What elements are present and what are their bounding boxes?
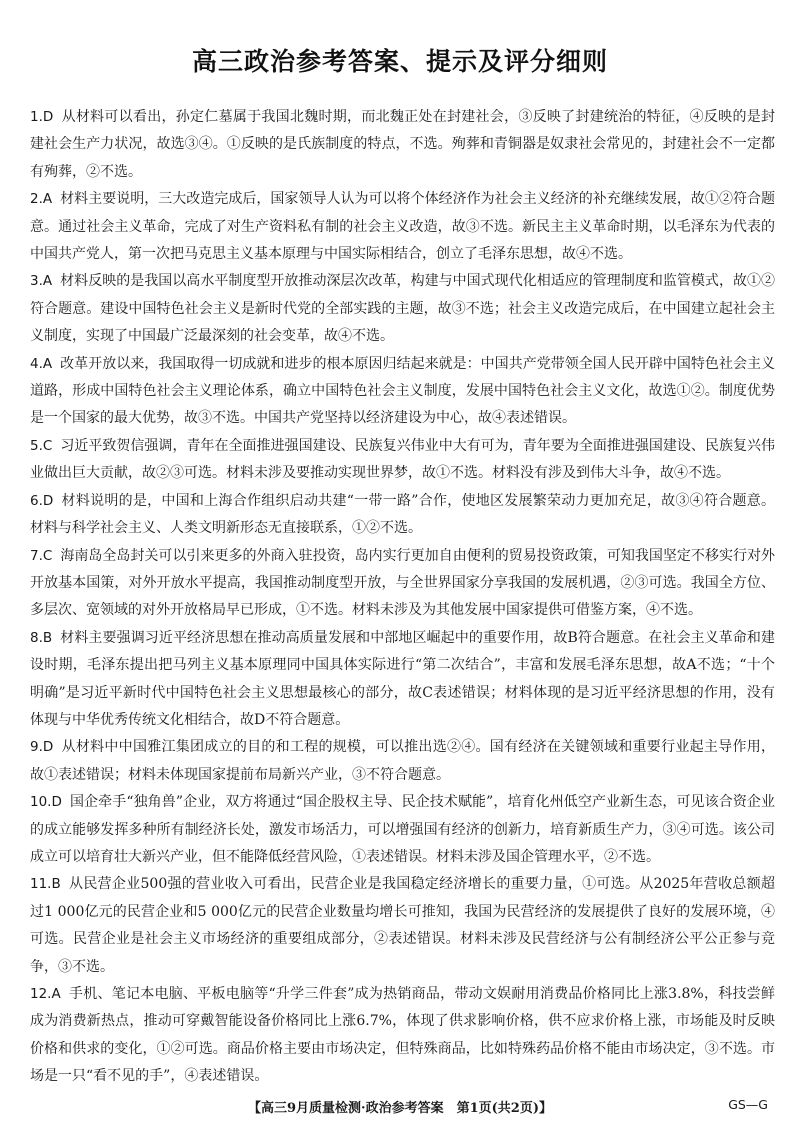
answer-explanation: 改革开放以来，我国取得一切成就和进步的根本原因归结起来就是：中国共产党带领全国人民开辟中国特色社会主义道路，形成中国特色社会主义理论体系，确立中国特色社会主义制度，发展中国特色社会主义文化，故选①②。制度优势是一个国家的最大优势，故③不选。中国共产党坚持以经济建设为中心，故④表述错误。: [30, 355, 775, 427]
answer-item: [30, 186, 775, 268]
question-number: 5.: [30, 437, 43, 454]
question-number: 4.: [30, 355, 43, 372]
answer-item: [30, 981, 775, 1091]
answer-explanation: 从民营企业500强的营业收入可看出，民营企业是我国稳定经济增长的重要力量，①可选。从2025年营收总额超过1 000亿元的民营企业和5 000亿元的民营企业数量均增长可推知，我国为民营经济的发展提供了良好的发展环境，④可选。民营企业是社会主义市场经济的重要组成部分，②表述错误。材料未涉及民营经济与公有制经济公平公正参与竞争，③不选。: [30, 876, 775, 975]
answer-letter: B: [51, 876, 61, 893]
answer-item: [30, 543, 775, 625]
question-number: 6.: [30, 492, 43, 509]
answer-item: [30, 351, 775, 433]
answer-item: [30, 433, 775, 488]
answer-explanation: 国企牵手“独角兽”企业，双方将通过“国企股权主导、民企技术赋能”，培育化州低空产业新生态，可见该合资企业的成立能够发挥多种所有制经济长处，激发市场活力，可以增强国有经济的创新力，培育新质生产力，③④可选。该公司成立可以培育壮大新兴产业，但不能降低经营风险，①表述错误。材料未涉及国企管理水平，②不选。: [30, 794, 775, 865]
question-number: 7.: [30, 547, 43, 564]
question-number: 10.: [30, 794, 52, 811]
answer-explanation: 材料主要强调习近平经济思想在推动高质量发展和中部地区崛起中的重要作用，故B符合题意。在社会主义革命和建设时期，毛泽东提出把马列主义基本原理同中国具体实际进行“第二次结合”，丰富和发展毛泽东思想，故A不选；“十个明确”是习近平新时代中国特色社会主义思想最核心的部分，故C表述错误；材料体现的是习近平经济思想的作用，没有体现与中华优秀传统文化相结合，故D不符合题意。: [30, 629, 775, 728]
answer-item: [30, 789, 775, 871]
answer-letter: B: [42, 629, 53, 646]
page-footer: [0, 1097, 800, 1117]
answer-letter: D: [51, 794, 62, 811]
question-number: 12.: [30, 986, 52, 1002]
answer-list: [30, 104, 775, 1091]
answer-explanation: 海南岛全岛封关可以引来更多的外商入驻投资，岛内实行更加自由便利的贸易投资政策，可知我国坚定不移实行对外开放基本国策，对外开放水平提高，我国推动制度型开放，与全世界国家分享我国的发展机遇，②③可选。我国全方位、多层次、宽领域的对外开放格局早已形成，①不选。材料未涉及为其他发展中国家提供可借鉴方案，④不选。: [30, 547, 775, 619]
answer-explanation: 从材料中中国雅江集团成立的目的和工程的规模，可以推出选②④。国有经济在关键领域和重要行业起主导作用，故①表述错误；材料未体现国家提前布局新兴产业，③不符合题意。: [30, 739, 775, 783]
answer-explanation: 材料说明的是，中国和上海合作组织启动共建“一带一路”合作，使地区发展繁荣动力更加充足，故③④符合题意。材料与科学社会主义、人类文明新形态无直接联系，①②不选。: [30, 492, 775, 537]
footer-code: GS—G: [728, 1097, 768, 1112]
question-number: 3.: [30, 273, 43, 290]
answer-letter: D: [42, 109, 54, 125]
page-title: 高三政治参考答案、提示及评分细则: [191, 47, 608, 76]
answer-letter: C: [42, 437, 53, 454]
answer-explanation: 材料主要说明，三大改造完成后，国家领导人认为可以将个体经济作为社会主义经济的补充继续发展，故①②符合题意。通过社会主义革命，完成了对生产资料私有制的社会主义改造，故③不选。新民主主义革命时期，以毛泽东为代表的中国共产党人，第一次把马克思主义基本原理与中国实际相结合，创立了毛泽东思想，故④不选。: [30, 191, 775, 263]
answer-item: [30, 734, 775, 789]
question-number: 1.: [30, 109, 43, 125]
answer-item: [30, 488, 775, 543]
answer-letter: A: [51, 986, 61, 1002]
question-number: 8.: [30, 629, 43, 646]
answer-item: [30, 104, 775, 186]
answer-explanation: 手机、笔记本电脑、平板电脑等“升学三件套”成为热销商品，带动文娱耐用消费品价格同比上涨3.8%，科技尝鲜成为消费新热点，推动可穿戴智能设备价格同比上涨6.7%，体现了供求影响价格，供不应求价格上涨，市场能及时反映价格和供求的变化，①②可选。商品价格主要由市场决定，但特殊商品，比如特殊药品价格不能由市场决定，③不选。市场是一只“看不见的手”，④表述错误。: [30, 986, 775, 1085]
answer-letter: C: [42, 547, 53, 564]
footer-page-info: 【高三9月质量检测·政治参考答案 第1页(共2页)】: [248, 1101, 552, 1116]
answer-item: [30, 871, 775, 981]
answer-item: [30, 268, 775, 350]
question-number: 9.: [30, 739, 43, 756]
question-number: 2.: [30, 191, 43, 208]
answer-letter: D: [42, 492, 54, 509]
answer-letter: A: [42, 191, 53, 208]
answer-explanation: 从材料可以看出，孙定仁墓属于我国北魏时期，而北魏正处在封建社会，③反映了封建统治的特征，④反映的是封建社会生产力状况，故选③④。①反映的是氏族制度的特点，不选。殉葬和青铜器是奴隶社会常见的，封建社会不一定都有殉葬，②不选。: [30, 109, 775, 180]
answer-explanation: 材料反映的是我国以高水平制度型开放推动深层次改革，构建与中国式现代化相适应的管理制度和监管模式，故①②符合题意。建设中国特色社会主义是新时代党的全部实践的主题，故③不选；社会主义改造完成后，在中国建立起社会主义制度，实现了中国最广泛最深刻的社会变革，故④不选。: [30, 273, 775, 345]
answer-item: [30, 625, 775, 735]
answer-letter: A: [42, 355, 53, 372]
answer-letter: D: [42, 739, 54, 756]
question-number: 11.: [30, 876, 52, 893]
answer-letter: A: [42, 273, 53, 290]
answer-explanation: 习近平致贺信强调，青年在全面推进强国建设、民族复兴伟业中大有可为，青年要为全面推进强国建设、民族复兴伟业做出巨大贡献，故②③可选。材料未涉及要推动实现世界梦，故①不选。材料没有涉及到伟大斗争，故④不选。: [30, 437, 775, 482]
